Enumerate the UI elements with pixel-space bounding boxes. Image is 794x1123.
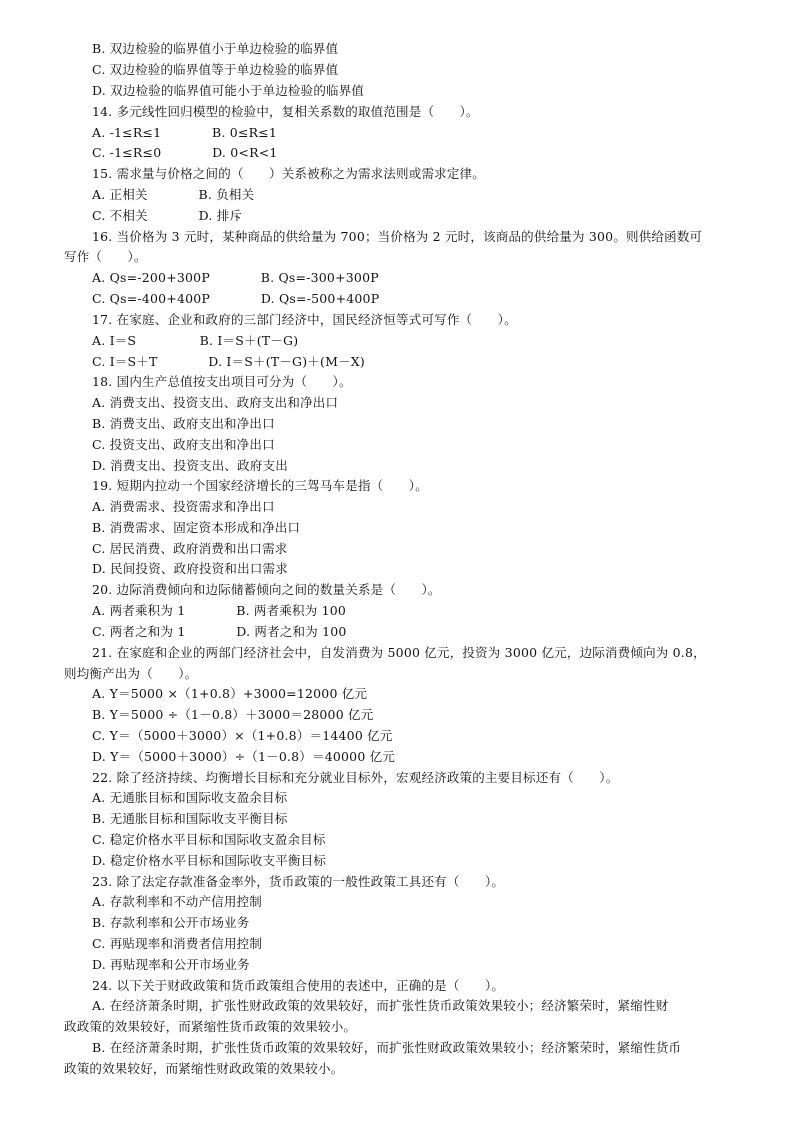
q23-option-b: B. 存款利率和公开市场业务 [92,915,250,930]
q14-stem: 14. 多元线性回归模型的检验中，复相关系数的取值范围是（ ）。 [92,104,479,119]
q13-option-d: D. 双边检验的临界值可能小于单边检验的临界值 [92,83,365,98]
q15-stem: 15. 需求量与价格之间的（ ）关系被称之为需求法则或需求定律。 [92,166,485,181]
q24-stem: 24. 以下关于财政政策和货币政策组合使用的表述中，正确的是（ ）。 [92,978,505,993]
q22-option-a: A. 无通胀目标和国际收支盈余目标 [92,790,288,805]
q22-option-d: D. 稳定价格水平目标和国际收支平衡目标 [92,853,327,868]
q17-options-ab: A. I＝S B. I＝S＋(T－G) [92,333,299,348]
q23-stem: 23. 除了法定存款准备金率外，货币政策的一般性政策工具还有（ ）。 [92,874,505,889]
q17-options-cd: C. I＝S＋T D. I＝S＋(T－G)＋(M－X) [92,354,365,369]
q24-option-a: A. 在经济萧条时期，扩张性财政政策的效果较好，而扩张性货币政策效果较小；经济繁荣时，紧缩性财 [92,998,669,1013]
q24-option-a-continued: 政政策的效果较好，而紧缩性货币政策的效果较小。 [64,1019,357,1034]
q14-options-ab: A. -1≤R≤1 B. 0≤R≤1 [92,125,278,140]
q23-option-d: D. 再贴现率和公开市场业务 [92,957,250,972]
q13-option-b: B. 双边检验的临界值小于单边检验的临界值 [92,41,339,56]
q18-option-b: B. 消费支出、政府支出和净出口 [92,416,275,431]
q16-stem: 16. 当价格为 3 元时，某种商品的供给量为 700；当价格为 2 元时，该商品的供给量为 300。则供给函数可 [92,229,703,244]
q13-option-c: C. 双边检验的临界值等于单边检验的临界值 [92,62,339,77]
q16-options-cd: C. Qs=-400+400P D. Qs=-500+400P [92,291,380,306]
q20-options-cd: C. 两者之和为 1 D. 两者之和为 100 [92,624,347,639]
q19-option-c: C. 居民消费、政府消费和出口需求 [92,541,288,556]
q21-option-b: B. Y＝5000 ÷（1－0.8）＋3000＝28000 亿元 [92,707,374,722]
q18-option-d: D. 消费支出、投资支出、政府支出 [92,458,288,473]
q21-stem: 21. 在家庭和企业的两部门经济社会中，自发消费为 5000 亿元，投资为 3000 亿元，边际消费倾向为 0.8， [92,645,706,660]
q21-option-d: D. Y＝（5000＋3000）÷（1－0.8）＝40000 亿元 [92,749,396,764]
q24-option-b-continued: 政策的效果较好，而紧缩性财政政策的效果较小。 [64,1061,344,1076]
q18-option-a: A. 消费支出、投资支出、政府支出和净出口 [92,395,339,410]
q19-option-a: A. 消费需求、投资需求和净出口 [92,499,275,514]
q22-option-b: B. 无通胀目标和国际收支平衡目标 [92,811,288,826]
q20-options-ab: A. 两者乘积为 1 B. 两者乘积为 100 [92,603,347,618]
q23-option-a: A. 存款利率和不动产信用控制 [92,894,262,909]
q15-options-ab: A. 正相关 B. 负相关 [92,187,255,202]
q22-stem: 22. 除了经济持续、均衡增长目标和充分就业目标外，宏观经济政策的主要目标还有（ ）。 [92,770,619,785]
q16-stem-continued: 写作（ ）。 [64,249,147,264]
q20-stem: 20. 边际消费倾向和边际储蓄倾向之间的数量关系是（ ）。 [92,582,441,597]
q21-option-a: A. Y＝5000 ×（1+0.8）+3000=12000 亿元 [92,686,368,701]
q22-option-c: C. 稳定价格水平目标和国际收支盈余目标 [92,832,326,847]
q17-stem: 17. 在家庭、企业和政府的三部门经济中，国民经济恒等式可写作（ ）。 [92,312,517,327]
q14-options-cd: C. -1≤R≤0 D. 0<R<1 [92,145,278,160]
q19-stem: 19. 短期内拉动一个国家经济增长的三驾马车是指（ ）。 [92,478,428,493]
q15-options-cd: C. 不相关 D. 排斥 [92,208,243,223]
q18-stem: 18. 国内生产总值按支出项目可分为（ ）。 [92,374,352,389]
q16-options-ab: A. Qs=-200+300P B. Qs=-300+300P [92,270,379,285]
q21-option-c: C. Y＝（5000＋3000）×（1+0.8）＝14400 亿元 [92,728,393,743]
q23-option-c: C. 再贴现率和消费者信用控制 [92,936,263,951]
q19-option-d: D. 民间投资、政府投资和出口需求 [92,561,288,576]
q21-stem-continued: 则均衡产出为（ ）。 [64,666,198,681]
q18-option-c: C. 投资支出、政府支出和净出口 [92,437,275,452]
q19-option-b: B. 消费需求、固定资本形成和净出口 [92,520,301,535]
q24-option-b: B. 在经济萧条时期，扩张性货币政策的效果较好，而扩张性财政政策效果较小；经济繁荣时，紧缩性货币 [92,1040,682,1055]
